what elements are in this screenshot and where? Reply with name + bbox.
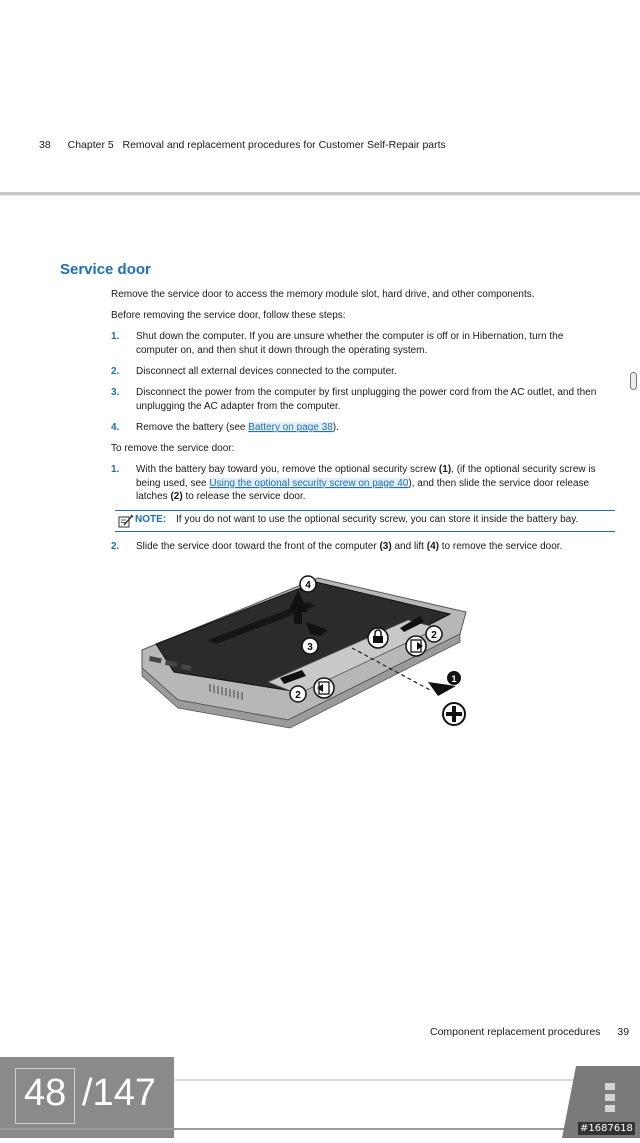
screw-icon	[443, 703, 465, 725]
note-pencil-icon	[118, 514, 134, 533]
page-separator-shadow	[0, 195, 640, 196]
service-door-figure	[138, 572, 478, 737]
before-label: Before removing the service door, follow these steps:	[111, 310, 346, 321]
latch-release-icon	[314, 678, 334, 698]
callout-3	[302, 638, 318, 654]
step-text-part: , (if the optional security screw is being used, see	[136, 464, 596, 489]
note-box	[115, 510, 615, 532]
step-text	[136, 421, 606, 435]
current-page: 48	[24, 1072, 67, 1114]
step-text-part: With the battery bay toward you, remove the optional security screw	[136, 464, 439, 475]
bottom-divider	[0, 1128, 580, 1130]
step-text	[136, 540, 606, 554]
svg-text:2: 2	[295, 690, 301, 701]
nav-divider	[174, 1079, 574, 1081]
security-screw-link[interactable]: Using the optional security screw on page 40	[209, 477, 409, 489]
remove-label: To remove the service door:	[111, 443, 235, 454]
step-text-part: and lift	[391, 541, 427, 552]
step-number: 2.	[111, 366, 120, 377]
header-page-number: 38	[39, 139, 51, 151]
page-footer	[430, 1026, 629, 1038]
total-pages: /147	[82, 1072, 156, 1114]
page-header	[39, 139, 446, 151]
step-text-part: Remove the battery (see	[136, 422, 249, 433]
step-number: 1.	[111, 331, 120, 342]
image-id-badge: #1687618	[580, 1123, 633, 1134]
step-text: Disconnect all external devices connected to the computer.	[136, 366, 397, 377]
callout-1	[447, 671, 461, 685]
callout-4	[300, 576, 316, 592]
callout-2	[290, 686, 306, 702]
note-label: NOTE:	[135, 514, 167, 525]
battery-link[interactable]: Battery on page 38	[248, 422, 333, 433]
latch-release-icon	[406, 636, 426, 656]
callout-ref: (3)	[379, 541, 392, 552]
svg-text:1: 1	[451, 674, 457, 684]
step-text-part: to release the service door.	[182, 491, 306, 502]
step-text	[136, 463, 606, 504]
step-text: Shut down the computer. If you are unsure whether the computer is off or in Hibernation, turn the computer on, and then shut it down through the operating system.	[136, 331, 564, 356]
note-text: If you do not want to use the optional security screw, you can store it inside the battery bay.	[176, 514, 579, 525]
latch-lock-icon	[368, 628, 388, 648]
step-number: 2.	[111, 541, 120, 552]
callout-2	[426, 626, 442, 642]
callout-ref: (2)	[170, 491, 183, 502]
intro-paragraph: Remove the service door to access the memory module slot, hard drive, and other components.	[111, 289, 535, 300]
page-counter[interactable]	[12, 1066, 162, 1124]
callout-ref: (1)	[438, 464, 452, 475]
step-text-part: ).	[332, 422, 339, 433]
step-number: 4.	[111, 422, 120, 433]
section-title: Service door	[60, 261, 151, 278]
svg-text:2: 2	[431, 630, 437, 641]
overflow-menu-icon[interactable]	[605, 1083, 619, 1116]
step-text-part: Slide the service door toward the front of the computer	[136, 541, 380, 552]
callout-ref: (4)	[426, 541, 439, 552]
footer-page-number: 39	[617, 1026, 630, 1038]
step-text-part: ), and then slide the service door release latches	[136, 477, 590, 502]
step-text-part: to remove the service door.	[438, 541, 563, 552]
svg-text:4: 4	[305, 580, 311, 591]
step-number: 3.	[111, 387, 120, 398]
header-title: Removal and replacement procedures for Customer Self-Repair parts	[122, 139, 446, 151]
header-chapter: Chapter 5	[67, 139, 114, 151]
svg-text:3: 3	[307, 642, 313, 653]
step-text: Disconnect the power from the computer by first unplugging the power cord from the AC outlet, and then unplugging the AC adapter from the computer.	[136, 387, 597, 412]
footer-text: Component replacement procedures	[430, 1026, 601, 1038]
step-number: 1.	[111, 464, 120, 475]
scroll-handle[interactable]	[630, 372, 637, 390]
